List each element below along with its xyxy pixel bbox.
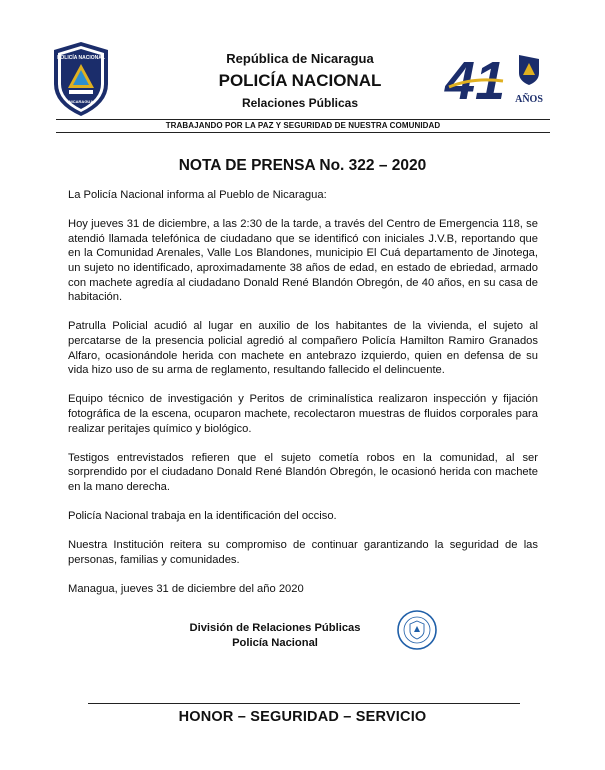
paragraph: Testigos entrevistados refieren que el sujeto cometía robos en la comunidad, al ser sorprendido por el ciudadano Donald René Blandón Obregón, le ocasionó herida con machete en la mano derecha. xyxy=(68,451,538,493)
signature-institution: Policía Nacional xyxy=(232,637,318,649)
intro-paragraph: La Policía Nacional informa al Pueblo de Nicaragua: xyxy=(68,189,327,201)
paragraph: Policía Nacional trabaja en la identificación del occiso. xyxy=(68,510,337,523)
badge-bottom-text: NICARAGUA xyxy=(68,99,94,104)
paragraph: Hoy jueves 31 de diciembre, a las 2:30 de la tarde, a través del Centro de Emergencia 118, se atendió llamada telefónica de ciudadano que se identificó con iniciales J.V.B, reportando que en la Comunidad Arenales, Valle Los Blandones, municipio El Cuá departamento de Jinotega, un sujeto no identificado, aproximadamente 38 años de edad, en estado de ebriedad, armado con machete agredía al ciudadano Donald René Blandón Obregón, de 40 años, en su casa de habitación. xyxy=(68,218,538,304)
footer-motto: HONOR – SEGURIDAD – SERVICIO xyxy=(178,709,427,725)
anniversary-41-logo xyxy=(443,47,553,109)
paragraph: Equipo técnico de investigación y Peritos de criminalística realizaron inspección y fijación fotográfica de la escena, ocuparon machete, recolectaron muestras de fluidos corporales para realizar peritajes químico y biológico. xyxy=(68,393,538,435)
footer-rule xyxy=(88,703,520,704)
paragraph: Patrulla Policial acudió al lugar en auxilio de los habitantes de la vivienda, el sujeto al percatarse de la presencia policial agredió al compañero Policía Hamilton Ramiro Granados Alfaro, ocasionándole herida con machete en antebrazo izquierdo, quien en defensa de su vida hizo uso de su arma de reglamento, resultando fallecido el delincuente. xyxy=(68,320,538,377)
press-release-body xyxy=(68,188,538,611)
letterhead xyxy=(180,51,420,111)
header-rule-bottom xyxy=(56,132,550,133)
department-line: Relaciones Públicas xyxy=(241,96,359,110)
official-seal-stamp xyxy=(396,609,438,651)
signature-division: División de Relaciones Públicas xyxy=(189,622,361,634)
institution-name: POLICÍA NACIONAL xyxy=(218,71,382,90)
dateline: Managua, jueves 31 de diciembre del año 2020 xyxy=(68,583,304,596)
tagline: TRABAJANDO POR LA PAZ Y SEGURIDAD DE NUESTRA COMUNIDAD xyxy=(165,121,441,130)
police-badge-logo xyxy=(50,40,112,118)
anniversary-word: AÑOS xyxy=(515,94,543,105)
badge-top-text: POLICÍA NACIONAL xyxy=(57,55,105,61)
paragraph: Nuestra Institución reitera su compromiso de continuar garantizando la seguridad de las personas, familias y comunidades. xyxy=(68,539,538,566)
signature-block xyxy=(170,621,380,651)
press-release-title: NOTA DE PRENSA No. 322 – 2020 xyxy=(178,157,427,174)
republic-line: República de Nicaragua xyxy=(226,51,374,66)
anniversary-number: 41 xyxy=(445,51,506,109)
